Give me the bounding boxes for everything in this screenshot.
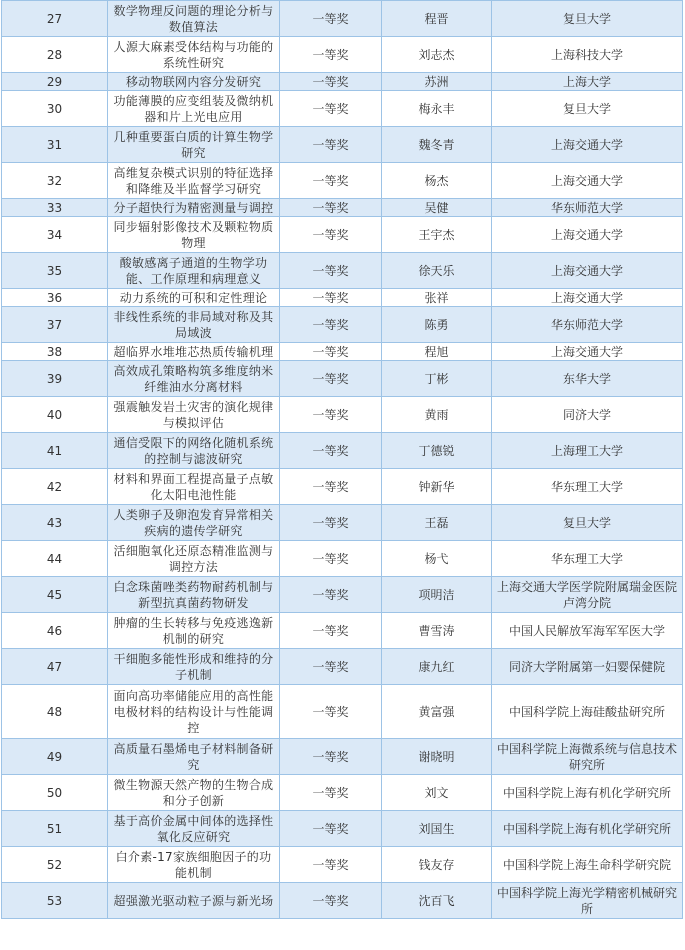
winner-name: 陈勇 — [382, 307, 492, 343]
table-row — [2, 217, 683, 253]
winner-name: 吴健 — [382, 199, 492, 217]
award-level: 一等奖 — [280, 163, 382, 199]
row-number: 42 — [2, 469, 108, 505]
project-title: 几种重要蛋白质的计算生物学研究 — [108, 127, 280, 163]
organization: 复旦大学 — [492, 505, 683, 541]
row-number: 52 — [2, 847, 108, 883]
organization: 上海交通大学 — [492, 343, 683, 361]
row-number: 29 — [2, 73, 108, 91]
winner-name: 杨弋 — [382, 541, 492, 577]
table-row — [2, 307, 683, 343]
awards-table-body — [2, 1, 683, 919]
row-number: 47 — [2, 649, 108, 685]
award-level: 一等奖 — [280, 397, 382, 433]
table-row — [2, 253, 683, 289]
organization: 上海交通大学 — [492, 253, 683, 289]
winner-name: 刘文 — [382, 775, 492, 811]
table-row — [2, 613, 683, 649]
winner-name: 丁德锐 — [382, 433, 492, 469]
award-level: 一等奖 — [280, 433, 382, 469]
winner-name: 王磊 — [382, 505, 492, 541]
row-number: 44 — [2, 541, 108, 577]
row-number: 32 — [2, 163, 108, 199]
winner-name: 沈百飞 — [382, 883, 492, 919]
row-number: 34 — [2, 217, 108, 253]
project-title: 肿瘤的生长转移与免疫逃逸新机制的研究 — [108, 613, 280, 649]
winner-name: 程晋 — [382, 1, 492, 37]
row-number: 41 — [2, 433, 108, 469]
winner-name: 梅永丰 — [382, 91, 492, 127]
award-level: 一等奖 — [280, 775, 382, 811]
project-title: 白介素-17家族细胞因子的功能机制 — [108, 847, 280, 883]
row-number: 45 — [2, 577, 108, 613]
award-level: 一等奖 — [280, 883, 382, 919]
project-title: 人类卵子及卵泡发育异常相关疾病的遗传学研究 — [108, 505, 280, 541]
award-level: 一等奖 — [280, 199, 382, 217]
table-row — [2, 289, 683, 307]
row-number: 40 — [2, 397, 108, 433]
award-level: 一等奖 — [280, 577, 382, 613]
winner-name: 钟新华 — [382, 469, 492, 505]
award-level: 一等奖 — [280, 307, 382, 343]
organization: 中国科学院上海光学精密机械研究所 — [492, 883, 683, 919]
project-title: 数学物理反问题的理论分析与数值算法 — [108, 1, 280, 37]
table-row — [2, 127, 683, 163]
organization: 华东理工大学 — [492, 469, 683, 505]
organization: 上海大学 — [492, 73, 683, 91]
organization: 上海理工大学 — [492, 433, 683, 469]
row-number: 46 — [2, 613, 108, 649]
row-number: 50 — [2, 775, 108, 811]
project-title: 高质量石墨烯电子材料制备研究 — [108, 739, 280, 775]
project-title: 高效成孔策略构筑多维度纳米纤维油水分离材料 — [108, 361, 280, 397]
organization: 上海交通大学 — [492, 217, 683, 253]
organization: 中国科学院上海生命科学研究院 — [492, 847, 683, 883]
winner-name: 丁彬 — [382, 361, 492, 397]
table-row — [2, 343, 683, 361]
row-number: 28 — [2, 37, 108, 73]
project-title: 微生物源天然产物的生物合成和分子创新 — [108, 775, 280, 811]
table-row — [2, 37, 683, 73]
table-row — [2, 91, 683, 127]
project-title: 材料和界面工程提高量子点敏化太阳电池性能 — [108, 469, 280, 505]
organization: 中国科学院上海有机化学研究所 — [492, 811, 683, 847]
winner-name: 杨杰 — [382, 163, 492, 199]
project-title: 干细胞多能性形成和维持的分子机制 — [108, 649, 280, 685]
project-title: 高维复杂模式识别的特征选择和降维及半监督学习研究 — [108, 163, 280, 199]
award-level: 一等奖 — [280, 739, 382, 775]
winner-name: 康九红 — [382, 649, 492, 685]
table-row — [2, 649, 683, 685]
project-title: 强震触发岩土灾害的演化规律与模拟评估 — [108, 397, 280, 433]
project-title: 分子超快行为精密测量与调控 — [108, 199, 280, 217]
row-number: 53 — [2, 883, 108, 919]
winner-name: 魏冬青 — [382, 127, 492, 163]
table-row — [2, 811, 683, 847]
award-level: 一等奖 — [280, 811, 382, 847]
award-level: 一等奖 — [280, 613, 382, 649]
table-row — [2, 577, 683, 613]
row-number: 31 — [2, 127, 108, 163]
project-title: 超临界水堆堆芯热质传输机理 — [108, 343, 280, 361]
winner-name: 刘志杰 — [382, 37, 492, 73]
winner-name: 项明洁 — [382, 577, 492, 613]
row-number: 49 — [2, 739, 108, 775]
organization: 中国科学院上海硅酸盐研究所 — [492, 685, 683, 739]
table-row — [2, 883, 683, 919]
row-number: 38 — [2, 343, 108, 361]
award-level: 一等奖 — [280, 91, 382, 127]
organization: 上海科技大学 — [492, 37, 683, 73]
organization: 上海交通大学医学院附属瑞金医院卢湾分院 — [492, 577, 683, 613]
organization: 东华大学 — [492, 361, 683, 397]
organization: 上海交通大学 — [492, 289, 683, 307]
organization: 中国科学院上海微系统与信息技术研究所 — [492, 739, 683, 775]
project-title: 非线性系统的非局域对称及其局域波 — [108, 307, 280, 343]
row-number: 35 — [2, 253, 108, 289]
row-number: 37 — [2, 307, 108, 343]
row-number: 48 — [2, 685, 108, 739]
awards-table — [1, 0, 683, 919]
award-level: 一等奖 — [280, 343, 382, 361]
organization: 同济大学 — [492, 397, 683, 433]
award-level: 一等奖 — [280, 361, 382, 397]
row-number: 27 — [2, 1, 108, 37]
table-row — [2, 847, 683, 883]
organization: 复旦大学 — [492, 1, 683, 37]
award-level: 一等奖 — [280, 847, 382, 883]
winner-name: 黄富强 — [382, 685, 492, 739]
table-row — [2, 397, 683, 433]
award-level: 一等奖 — [280, 469, 382, 505]
award-level: 一等奖 — [280, 217, 382, 253]
award-level: 一等奖 — [280, 541, 382, 577]
project-title: 白念珠菌唑类药物耐药机制与新型抗真菌药物研发 — [108, 577, 280, 613]
award-level: 一等奖 — [280, 37, 382, 73]
winner-name: 刘国生 — [382, 811, 492, 847]
project-title: 移动物联网内容分发研究 — [108, 73, 280, 91]
winner-name: 黄雨 — [382, 397, 492, 433]
project-title: 基于高价金属中间体的选择性氧化反应研究 — [108, 811, 280, 847]
award-level: 一等奖 — [280, 685, 382, 739]
project-title: 人源大麻素受体结构与功能的系统性研究 — [108, 37, 280, 73]
award-level: 一等奖 — [280, 289, 382, 307]
table-row — [2, 469, 683, 505]
organization: 华东师范大学 — [492, 307, 683, 343]
winner-name: 曹雪涛 — [382, 613, 492, 649]
winner-name: 张祥 — [382, 289, 492, 307]
award-level: 一等奖 — [280, 505, 382, 541]
row-number: 36 — [2, 289, 108, 307]
table-row — [2, 541, 683, 577]
organization: 中国科学院上海有机化学研究所 — [492, 775, 683, 811]
organization: 复旦大学 — [492, 91, 683, 127]
organization: 中国人民解放军海军军医大学 — [492, 613, 683, 649]
table-row — [2, 685, 683, 739]
project-title: 同步辐射影像技术及颗粒物质物理 — [108, 217, 280, 253]
winner-name: 程旭 — [382, 343, 492, 361]
organization: 上海交通大学 — [492, 127, 683, 163]
project-title: 动力系统的可积和定性理论 — [108, 289, 280, 307]
organization: 华东理工大学 — [492, 541, 683, 577]
table-row — [2, 505, 683, 541]
row-number: 51 — [2, 811, 108, 847]
row-number: 43 — [2, 505, 108, 541]
project-title: 活细胞氧化还原态精准监测与调控方法 — [108, 541, 280, 577]
winner-name: 钱友存 — [382, 847, 492, 883]
table-row — [2, 739, 683, 775]
award-level: 一等奖 — [280, 649, 382, 685]
winner-name: 谢晓明 — [382, 739, 492, 775]
organization: 同济大学附属第一妇婴保健院 — [492, 649, 683, 685]
organization: 华东师范大学 — [492, 199, 683, 217]
project-title: 功能薄膜的应变组装及微纳机器和片上光电应用 — [108, 91, 280, 127]
winner-name: 王宇杰 — [382, 217, 492, 253]
winner-name: 徐天乐 — [382, 253, 492, 289]
project-title: 酸敏感离子通道的生物学功能、工作原理和病理意义 — [108, 253, 280, 289]
award-level: 一等奖 — [280, 73, 382, 91]
table-row — [2, 433, 683, 469]
row-number: 39 — [2, 361, 108, 397]
award-level: 一等奖 — [280, 253, 382, 289]
table-row — [2, 361, 683, 397]
award-level: 一等奖 — [280, 127, 382, 163]
row-number: 30 — [2, 91, 108, 127]
winner-name: 苏洲 — [382, 73, 492, 91]
row-number: 33 — [2, 199, 108, 217]
table-row — [2, 163, 683, 199]
project-title: 超强激光驱动粒子源与新光场 — [108, 883, 280, 919]
project-title: 通信受限下的网络化随机系统的控制与滤波研究 — [108, 433, 280, 469]
organization: 上海交通大学 — [492, 163, 683, 199]
table-row — [2, 775, 683, 811]
table-row — [2, 73, 683, 91]
award-level: 一等奖 — [280, 1, 382, 37]
table-row — [2, 1, 683, 37]
table-row — [2, 199, 683, 217]
project-title: 面向高功率储能应用的高性能电极材料的结构设计与性能调控 — [108, 685, 280, 739]
